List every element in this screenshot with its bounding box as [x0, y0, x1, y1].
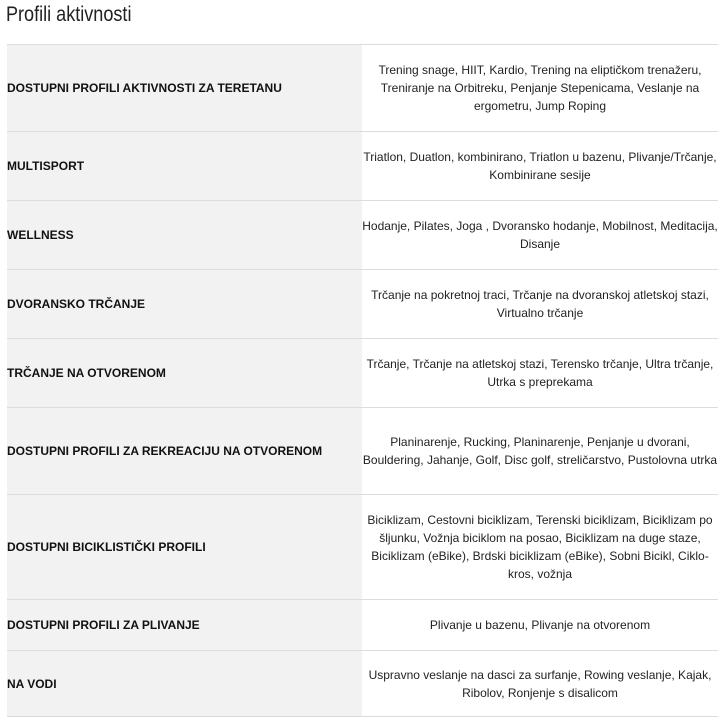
row-value: Triatlon, Duatlon, kombinirano, Triatlon u bazenu, Plivanje/Trčanje, Kombinirane sesije — [362, 132, 718, 201]
row-label: DOSTUPNI PROFILI ZA REKREACIJU NA OTVORENOM — [7, 408, 362, 495]
row-label: DOSTUPNI BICIKLISTIČKI PROFILI — [7, 495, 362, 600]
row-label: DOSTUPNI PROFILI ZA PLIVANJE — [7, 600, 362, 651]
table-row — [7, 201, 718, 270]
table-row — [7, 600, 718, 651]
row-label: DOSTUPNI PROFILI AKTIVNOSTI ZA TERETANU — [7, 45, 362, 132]
row-label: MULTISPORT — [7, 132, 362, 201]
row-value: Uspravno veslanje na dasci za surfanje, Rowing veslanje, Kajak, Ribolov, Ronjenje s disalicom — [362, 651, 718, 717]
activity-profiles-table — [7, 44, 718, 717]
table-row — [7, 408, 718, 495]
row-value: Trening snage, HIIT, Kardio, Trening na eliptičkom trenažeru, Treniranje na Orbitreku, Penjanje Stepenicama, Veslanje na ergometru, Jump Roping — [362, 45, 718, 132]
row-value: Trčanje na pokretnoj traci, Trčanje na dvoranskoj atletskoj stazi, Virtualno trčanje — [362, 270, 718, 339]
row-value: Biciklizam, Cestovni biciklizam, Terenski biciklizam, Biciklizam po šljunku, Vožnja biciklom na posao, Biciklizam na duge staze, Biciklizam (eBike), Brdski biciklizam (eBike), Sobni Bicikl, Ciklo-kros, vožnja — [362, 495, 718, 600]
row-label: TRČANJE NA OTVORENOM — [7, 339, 362, 408]
row-value: Planinarenje, Rucking, Planinarenje, Penjanje u dvorani, Bouldering, Jahanje, Golf, Disc golf, streličarstvo, Pustolovna utrka — [362, 408, 718, 495]
table-row — [7, 132, 718, 201]
table-row — [7, 45, 718, 132]
table-row — [7, 339, 718, 408]
row-value: Plivanje u bazenu, Plivanje na otvorenom — [362, 600, 718, 651]
table-row — [7, 651, 718, 717]
row-label: NA VODI — [7, 651, 362, 717]
row-value: Trčanje, Trčanje na atletskoj stazi, Terensko trčanje, Ultra trčanje, Utrka s preprekama — [362, 339, 718, 408]
row-value: Hodanje, Pilates, Joga , Dvoransko hodanje, Mobilnost, Meditacija, Disanje — [362, 201, 718, 270]
row-label: WELLNESS — [7, 201, 362, 270]
table-row — [7, 270, 718, 339]
row-label: DVORANSKO TRČANJE — [7, 270, 362, 339]
page-title: Profili aktivnosti — [6, 3, 132, 26]
table-row — [7, 495, 718, 600]
